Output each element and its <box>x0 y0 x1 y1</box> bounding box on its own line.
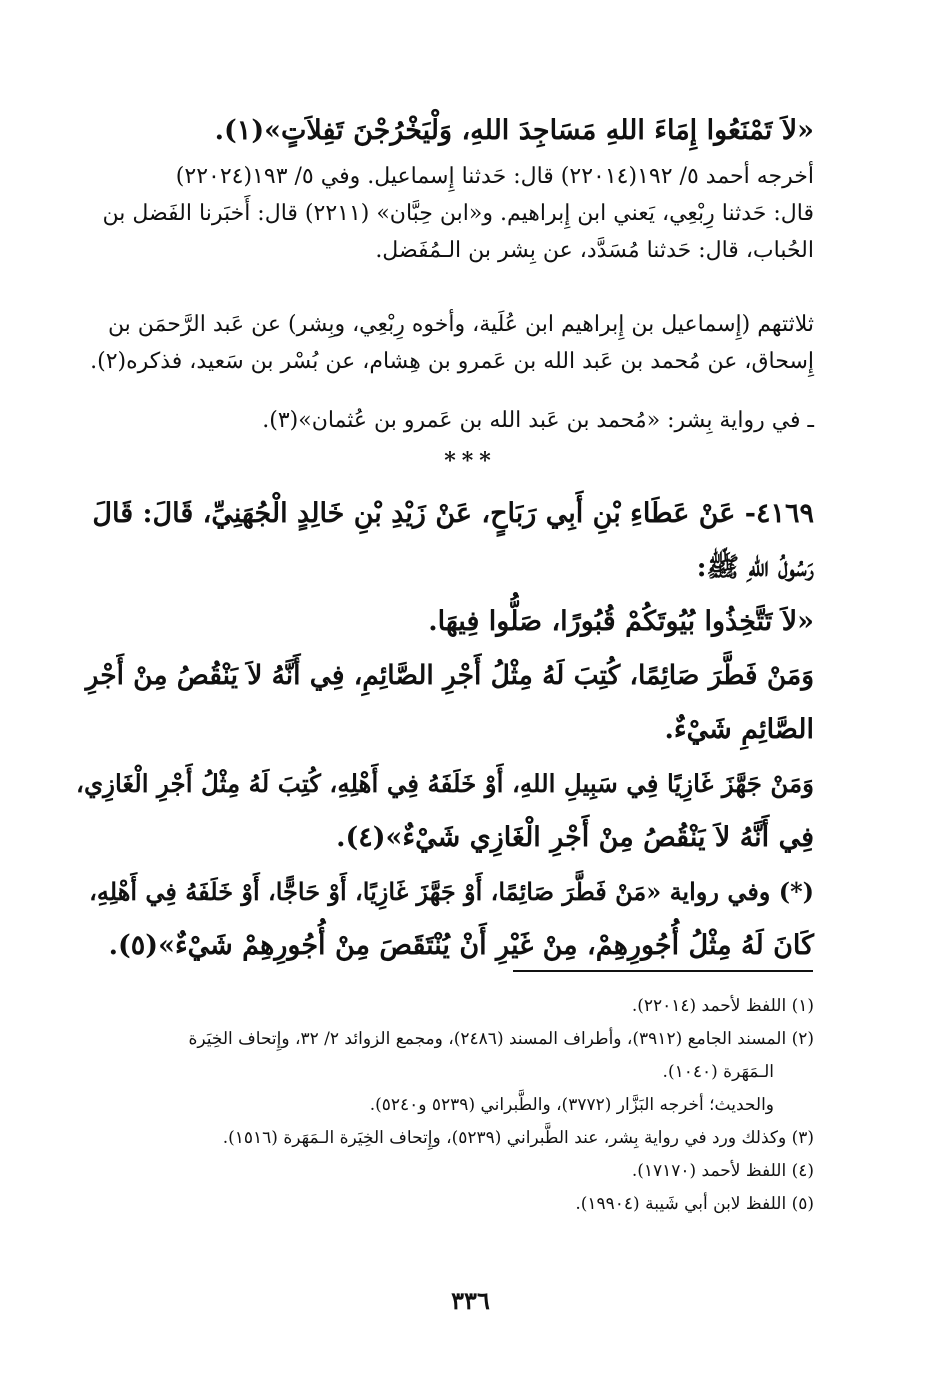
takhrij-paragraph <box>76 158 814 269</box>
footnote-line: (٢) المسند الجامع (٣٩١٢)، وأطراف المسند (٢٤٨٦)، ومجمع الزوائد ٢/ ٣٢، وإِتحاف الخِيَرة <box>188 1029 814 1049</box>
footnote-line: (٤) اللفظ لأحمد (١٧١٧٠). <box>631 1161 814 1181</box>
text-line: ثلاثتهم (إِسماعيل بن إِبراهيم ابن عُلَية، وأخوه رِبْعِي، وبِشر) عن عَبد الرَّحمَن بن <box>107 312 814 337</box>
hadith-line: رَسُولُ اللهِ ﷺ: <box>696 552 814 583</box>
footnote-line: (٣) وكذلك ورد في رواية بِشر، عند الطَّبراني (٥٢٣٩)، وإِتحاف الخِيَرة الـمَهَرة (١٥١٦). <box>222 1128 814 1148</box>
text-line: قال: حَدثنا رِبْعِي، يَعني ابن إِبراهيم. و«ابن حِبَّان» (٢٢١١) قال: أَخبَرنا الفَضل بن <box>102 201 814 226</box>
hadith-line: وَمَنْ فَطَّرَ صَائِمًا، كُتِبَ لَهُ مِثْلُ أَجْرِ الصَّائِمِ، فِي أَنَّهُ لاَ يَنْقُصُ مِنْ أَجْرِ <box>85 660 814 691</box>
hadith-line: فِي أَنَّهُ لاَ يَنْقُصُ مِنْ أَجْرِ الْغَازِي شَيْءٌ»(٤). <box>336 822 814 853</box>
page-number: ٣٣٦ <box>451 1286 490 1315</box>
footnote-line: (٥) اللفظ لابن أبي شَيبة (١٩٩٠٤). <box>575 1194 814 1214</box>
hadith-4169 <box>76 487 814 973</box>
hadith-line: «لاَ تَمْنَعُوا إِمَاءَ اللهِ مَسَاجِدَ اللهِ، وَلْيَخْرُجْنَ تَفِلاَتٍ»(١). <box>214 115 814 146</box>
hadith-line: «لاَ تَتَّخِذُوا بُيُوتَكُمْ قُبُورًا، صَلُّوا فِيهَا. <box>428 606 814 637</box>
footnote-divider <box>513 970 813 972</box>
text-line: أخرجه أحمد ٥/ ١٩٢(٢٢٠١٤) قال: حَدثنا إِسماعيل. وفي ٥/ ١٩٣(٢٢٠٢٤) <box>175 164 814 189</box>
hadith-line: كَانَ لَهُ مِثْلُ أُجُورِهِمْ، مِنْ غَيْرِ أَنْ يُنْتَقَصَ مِنْ أُجُورِهِمْ شَيْءٌ»(٥). <box>108 930 814 961</box>
text-line: إِسحاق، عن مُحمد بن عَبد الله بن عَمرو بن هِشام، عن بُسْر بن سَعيد، فذكره(٢). <box>90 349 814 374</box>
variant-note <box>76 402 814 439</box>
hadith-line: ٤١٦٩- عَنْ عَطَاءِ بْنِ أَبِي رَبَاحٍ، عَنْ زَيْدِ بْنِ خَالِدٍ الْجُهَنِيِّ، قَالَ: قَالَ <box>92 498 814 529</box>
footnotes <box>76 990 814 1221</box>
hadith-line: الصَّائِمِ شَيْءٌ. <box>664 714 814 745</box>
hadith-quote-top <box>76 104 814 158</box>
footnote-line: (١) اللفظ لأحمد (٢٢٠١٤). <box>631 996 814 1016</box>
text-line: الحُباب، قال: حَدثنا مُسَدَّد، عن بِشر بن الـمُفَضل. <box>375 238 814 263</box>
hadith-line: وَمَنْ جَهَّزَ غَازِيًا فِي سَبِيلِ اللهِ، أَوْ خَلَفَهُ فِي أَهْلِهِ، كُتِبَ لَهُ مِثْلُ أَجْرِ الْغَازِي، <box>76 769 814 798</box>
footnote-line: الـمَهَرة (١٠٤٠). <box>662 1062 774 1082</box>
isnad-paragraph <box>76 306 814 380</box>
footnote-line: والحديث؛ أخرجه البَزَّار (٣٧٧٢)، والطَّبراني (٥٢٣٩ و٥٢٤٠). <box>369 1095 774 1115</box>
section-separator: *** <box>444 448 497 474</box>
text-line: ـ في رواية بِشر: «مُحمد بن عَبد الله بن عَمرو بن عُثمان»(٣). <box>262 408 814 433</box>
hadith-line: (*) وفي رواية «مَنْ فَطَّرَ صَائِمًا، أَوْ جَهَّزَ غَازِيًا، أَوْ حَاجًّا، أَوْ خَلَفَهُ فِي أَهْلِهِ، <box>89 877 814 906</box>
